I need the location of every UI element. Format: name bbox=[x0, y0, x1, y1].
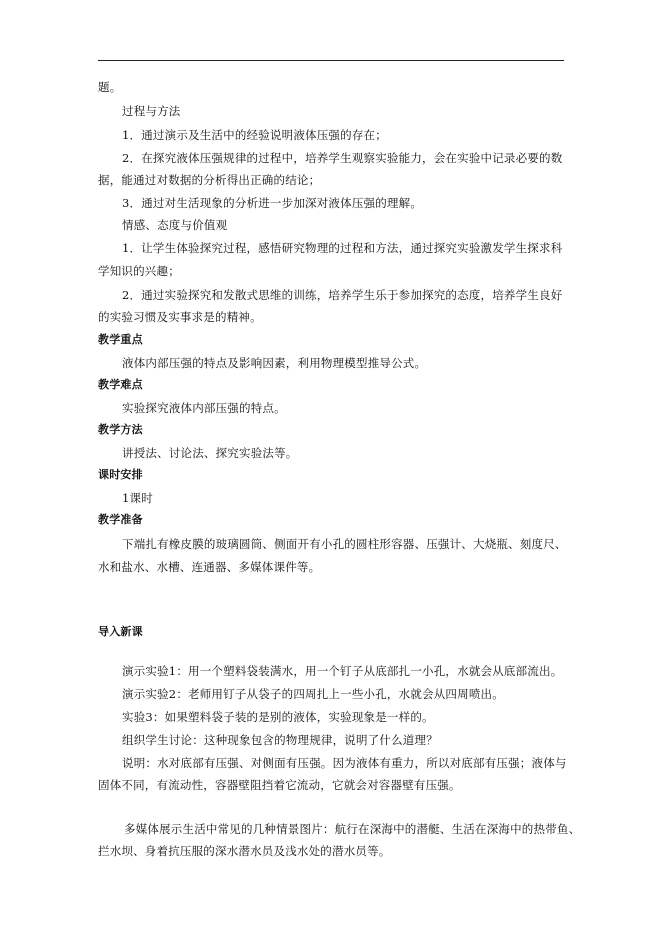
section-heading: 教学重点 bbox=[98, 333, 143, 346]
text-line: 多媒体展示生活中常见的几种情景图片：航行在深海中的潜艇、生活在深海中的热带鱼、 bbox=[124, 822, 581, 836]
text-line: 演示实验2：老师用钉子从袋子的四周扎上一些小孔，水就会从四周喷出。 bbox=[122, 687, 504, 701]
section-heading: 教学难点 bbox=[98, 378, 143, 391]
text-line: 学知识的兴趣； bbox=[98, 264, 180, 278]
section-heading: 课时安排 bbox=[98, 468, 143, 481]
section-heading: 教学准备 bbox=[98, 513, 143, 526]
section-subheading: 情感、态度与价值观 bbox=[122, 218, 228, 232]
text-line: 2．在探究液体压强规律的过程中，培养学生观察实验能力，会在实验中记录必要的数 bbox=[122, 151, 563, 165]
text-line: 组织学生讨论：这种现象包含的物理规律，说明了什么道理？ bbox=[122, 733, 438, 747]
text-line: 3．通过对生活现象的分析进一步加深对液体压强的理解。 bbox=[122, 196, 423, 210]
section-subheading: 过程与方法 bbox=[122, 104, 181, 118]
text-line: 题。 bbox=[98, 80, 122, 94]
text-line: 1．让学生体验探究过程，感悟研究物理的过程和方法，通过探究实验激发学生探求科 bbox=[122, 241, 563, 255]
text-line: 2．通过实验探究和发散式思维的训练，培养学生乐于参加探究的态度，培养学生良好 bbox=[122, 288, 563, 302]
text-line: 下端扎有橡皮膜的玻璃圆筒、侧面开有小孔的圆柱形容器、压强计、大烧瓶、刻度尺、 bbox=[122, 537, 567, 551]
text-line: 说明：水对底部有压强、对侧面有压强。因为液体有重力，所以对底部有压强；液体与 bbox=[122, 756, 567, 770]
text-line: 水和盐水、水槽、连通器、多媒体课件等。 bbox=[98, 560, 321, 574]
text-line: 固体不同，有流动性，容器壁阻挡着它流动，它就会对容器壁有压强。 bbox=[98, 778, 461, 792]
text-line: 实验3：如果塑料袋子装的是别的液体，实验现象是一样的。 bbox=[122, 710, 434, 724]
text-line: 实验探究液体内部压强的特点。 bbox=[122, 401, 286, 415]
header-rule bbox=[98, 60, 564, 61]
text-line: 液体内部压强的特点及影响因素，利用物理模型推导公式。 bbox=[122, 356, 427, 370]
text-line: 据，能通过对数据的分析得出正确的结论； bbox=[98, 173, 321, 187]
section-heading: 教学方法 bbox=[98, 423, 143, 436]
text-line: 的实验习惯及实事求是的精神。 bbox=[98, 310, 262, 324]
text-line: 讲授法、讨论法、探究实验法等。 bbox=[122, 446, 298, 460]
text-line: 演示实验1：用一个塑料袋装满水，用一个钉子从底部扎一小孔，水就会从底部流出。 bbox=[122, 664, 563, 678]
text-line: 1．通过演示及生活中的经验说明液体压强的存在； bbox=[122, 128, 387, 142]
text-line: 拦水坝、身着抗压服的深水潜水员及浅水处的潜水员等。 bbox=[98, 844, 391, 858]
text-line: 1课时 bbox=[122, 491, 153, 505]
section-heading: 导入新课 bbox=[98, 625, 143, 638]
